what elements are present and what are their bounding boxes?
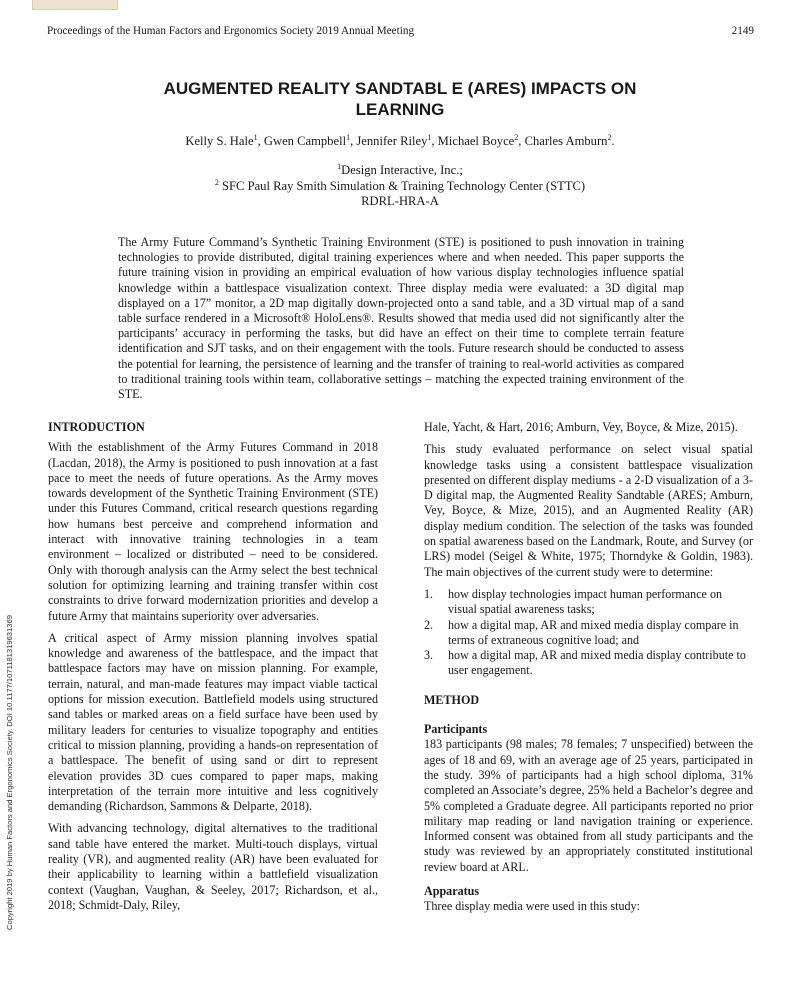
list-item-text: how a digital map, AR and mixed media display compare in terms of extraneous cognitive load; and [448, 617, 739, 647]
affiliation-text: SFC Paul Ray Smith Simulation & Training Technology Center (STTC) [222, 178, 586, 193]
author-separator: , [431, 134, 438, 148]
list-item [424, 618, 753, 649]
participants-heading: Participants [424, 722, 488, 737]
paragraph-continued: Hale, Yacht, & Hart, 2016; Amburn, Vey, Boyce, & Mize, 2015). [424, 420, 738, 434]
paragraph: 183 participants (98 males; 78 females; 7 unspecified) between the ages of 18 and 69, with an average age of 25 years, participated in the study. 39% of participants had a high school diploma, 31% completed an Associate’s degree, 25% held a Bachelor’s degree and 5% completed a Graduate degree. All participants reported no prior military map reading or land navigation training or experience. Informed consent was obtained from all study participants and the study was reviewed by an appropriately constituted institutional review board at ARL. [424, 737, 753, 874]
affiliation-2 [80, 179, 720, 195]
method-heading: METHOD [424, 692, 480, 707]
author: Michael Boyce [437, 134, 515, 148]
author-separator: , [518, 134, 525, 148]
copyright-doi-note: Copyright 2019 by Human Factors and Ergonomics Society. DOI 10.1177/1071181319631369 [5, 615, 14, 930]
apparatus-heading: Apparatus [424, 884, 480, 899]
list-number: 3. [424, 648, 434, 663]
author-separator: . [611, 134, 615, 148]
right-column [424, 420, 753, 922]
list-number: 1. [424, 586, 434, 601]
paragraph: Three display media were used in this study: [424, 899, 640, 914]
affiliation-3: RDRL-HRA-A [361, 194, 439, 208]
list-item-text: how a digital map, AR and mixed media display contribute to user engagement. [448, 648, 746, 678]
affiliations [80, 163, 720, 210]
introduction-heading: INTRODUCTION [48, 420, 145, 434]
paper-title-line-2: LEARNING [355, 100, 445, 119]
author-affiliation-mark: 2 [514, 132, 519, 142]
left-column [48, 420, 378, 920]
author-separator: , [257, 134, 264, 148]
author: Kelly S. Hale [185, 134, 254, 148]
journal-name: Proceedings of the Human Factors and Ergonomics Society 2019 Annual Meeting [47, 25, 415, 37]
affiliation-mark: 1 [337, 161, 342, 171]
list-number: 2. [424, 617, 434, 632]
affiliation-text: Design Interactive, Inc.; [341, 163, 463, 177]
paragraph: With advancing technology, digital alternatives to the traditional sand table have entered the market. Multi-touch displays, virtual reality (VR), and augmented reality (AR) have been evaluated for their applicability to learning within a battlefield visualization context (Vaughan, Vaughan, & Seeley, 2017; Richardson, et al., 2018; Schmidt-Daly, Riley, [48, 821, 378, 912]
list-item [424, 587, 753, 618]
running-header [47, 24, 754, 38]
corner-tab [32, 0, 118, 10]
author: Gwen Campbell [263, 134, 347, 148]
paragraph: With the establishment of the Army Futures Command in 2018 (Lacdan, 2018), the Army is positioned to push innovation at a fast pace to meet the needs of future operations. As the Army moves towards development of the Synthetic Training Environment (STE) under this Futures Command, critical research questions regarding how humans best perceive and comprehend information and interact with innovative training technologies in a team environment – localized or distributed – need to be considered. Only with thorough analysis can the Army select the best technical solution for optimizing learning and training transfer within cost constraints to drive forward modernization priorities and develop a future Army that maintains superiority over adversaries. [48, 440, 378, 623]
author-separator: , [350, 134, 357, 148]
list-item-text: how display technologies impact human performance on visual spatial awareness tasks; [448, 586, 723, 617]
abstract: The Army Future Command’s Synthetic Training Environment (STE) is positioned to push innovation in training technologies to provide distributed, digital training experiences where and when needed. This paper supports the future training vision in providing an empirical evaluation of how various display technologies influence spatial knowledge within a battlespace visualization context. Three display media were evaluated: a 3D digital map displayed on a 17” monitor, a 2D map digitally down-projected onto a sand table, and a 3D virtual map of a sand table surface rendered in a Microsoft® HoloLens®. Results showed that media used did not significantly alter the participants’ accuracy in performing the tasks, but did have an effect on their time to complete terrain feature identification and SJT tasks, and on their engagement with the tools. Future research should be conducted to assess the potential for learning, the persistence of learning and the transfer of training to real-world activities as compared to traditional training tools within team, collaborative settings – matching the expected training environment of the STE. [118, 235, 684, 402]
paragraph: A critical aspect of Army mission planning involves spatial knowledge and awareness of the battlespace, and the impact that battlespace factors may have on mission planning. For example, terrain, natural, and man-made features may impact viable tactical options for mission execution. Battlefield models using structured sand tables or marked areas on a field surface have been used by military leaders for centuries to visualize topography and entities critical to mission planning, providing a hands-on representation of a battlespace. The benefit of using sand or dirt to represent elevation provides 3D cues compared to paper maps, making interpretation of the terrain more intuitive and less cognitively demanding (Richardson, Sammons & Delparte, 2018). [48, 630, 378, 814]
paragraph: This study evaluated performance on select visual spatial knowledge tasks using a consistent battlespace visualization presented on different display mediums - a 2-D visualization of a 3-D digital map, the Augmented Reality Sandtable (ARES; Amburn, Vey, Boyce, & Mize, 2015), and an Augmented Reality (AR) display medium condition. The selection of the tasks was founded on spatial awareness based on the Landmark, Route, and Survey (or LRS) model (Seigel & White, 1975; Thorndyke & Goldin, 1983). The main objectives of the current study were to determine: [424, 442, 753, 579]
author: Charles Amburn [524, 134, 608, 148]
objectives-list [424, 587, 753, 679]
affiliation-1 [80, 163, 720, 179]
author: Jennifer Riley [356, 134, 428, 148]
paper-title-line-1: AUGMENTED REALITY SANDTABL E (ARES) IMPACTS ON [163, 79, 637, 98]
list-item [424, 648, 753, 679]
page-number: 2149 [731, 25, 754, 37]
author-list [80, 133, 720, 149]
author-affiliation-mark: 1 [253, 132, 258, 142]
author-affiliation-mark: 1 [427, 132, 432, 142]
affiliation-mark: 2 [214, 177, 219, 187]
author-affiliation-mark: 2 [607, 132, 612, 142]
paper-title [100, 78, 700, 120]
author-affiliation-mark: 1 [346, 132, 351, 142]
